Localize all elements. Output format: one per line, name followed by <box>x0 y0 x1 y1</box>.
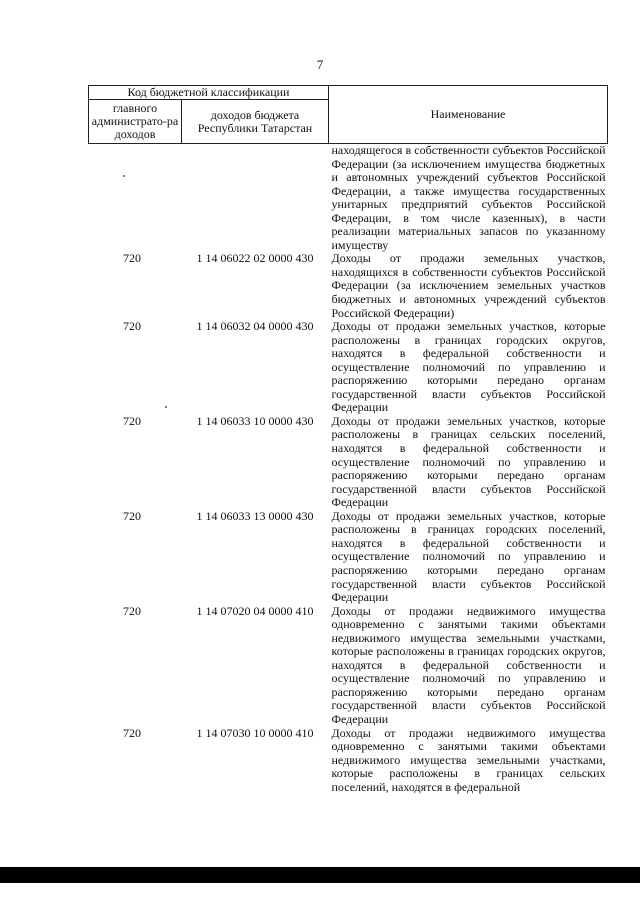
admin-code-cell: 720 <box>123 725 141 740</box>
name-cell: Доходы от продажи земельных участков, которые расположены в границах городских округов, находятся в федеральной собственности и осуществление полномочий по управлению и распоряжению которыми передано органам государственной власти субъектов Российской Федерации <box>331 319 606 415</box>
admin-code-cell: 720 <box>123 319 141 334</box>
scan-bottom-edge <box>0 867 640 883</box>
budget-code-cell <box>182 144 329 253</box>
budget-code-cell: 1 14 06022 02 0000 430 <box>196 251 314 266</box>
name-cell: Доходы от продажи недвижимого имущества одновременно с занятыми такими объектами недвижимого имущества земельными участками, которые расположены в границах сельских поселений, находятся в федеральной <box>331 725 606 794</box>
name-cell: Доходы от продажи земельных участков, которые расположены в границах городских поселений, находятся в федеральной собственности и осуществление полномочий по управлению и распоряжению которыми передано органам государственной власти субъектов Российской Федерации <box>331 508 606 605</box>
table-row <box>89 320 608 415</box>
name-cell: Доходы от продажи недвижимого имущества одновременно с занятыми такими объектами недвижимого имущества земельными участками, которые расположены в границах городских округов, находятся в федеральной собственности и осуществление полномочий по управлению и распоряжению которыми передано органам государственной власти субъектов Российской Федерации <box>331 603 606 726</box>
table-row <box>89 510 608 605</box>
admin-code-cell: 720 <box>123 251 141 266</box>
table-row <box>89 415 608 510</box>
scan-speck <box>165 406 167 408</box>
page-number: 7 <box>316 57 324 72</box>
table-row <box>89 144 608 253</box>
scan-speck <box>123 175 125 177</box>
header-group-cell: Код бюджетной классификации <box>89 86 329 100</box>
budget-code-cell: 1 14 06032 04 0000 430 <box>196 319 314 334</box>
header-name-cell: Наименование <box>329 86 608 144</box>
table-row <box>89 252 608 320</box>
admin-code-cell: 720 <box>123 413 141 428</box>
table-row <box>89 727 608 795</box>
budget-code-cell: 1 14 07030 10 0000 410 <box>196 725 314 740</box>
header-budget-cell: доходов бюджета Республики Татарстан <box>182 100 329 144</box>
admin-code-cell <box>89 144 182 253</box>
admin-code-cell: 720 <box>123 603 141 618</box>
budget-code-cell: 1 14 06033 10 0000 430 <box>196 413 314 428</box>
name-cell: Доходы от продажи земельных участков, которые расположены в границах сельских поселений, находятся в федеральной собственности и осуществление полномочий по управлению и распоряжению которыми передано органам государственной власти субъектов Российской Федерации <box>331 413 606 510</box>
admin-code-cell: 720 <box>123 508 141 523</box>
budget-code-cell: 1 14 06033 13 0000 430 <box>196 508 314 523</box>
header-admin-cell: главного администрато-ра доходов <box>89 100 182 144</box>
name-cell: находящегося в собственности субъектов Российской Федерации (за исключением имущества бюджетных и автономных учреждений субъектов Российской Федерации, а также имущества государственных унитарных предприятий субъектов Российской Федерации, в том числе казенных), в части реализации материальных запасов по указанному имуществу <box>331 143 606 252</box>
budget-code-cell: 1 14 07020 04 0000 410 <box>196 603 314 618</box>
table-row <box>89 605 608 727</box>
budget-classification-table <box>88 85 608 794</box>
name-cell: Доходы от продажи земельных участков, находящихся в собственности субъектов Российской Федерации (за исключением земельных участков бюджетных и автономных учреждений субъектов Российской Федерации) <box>331 251 606 320</box>
